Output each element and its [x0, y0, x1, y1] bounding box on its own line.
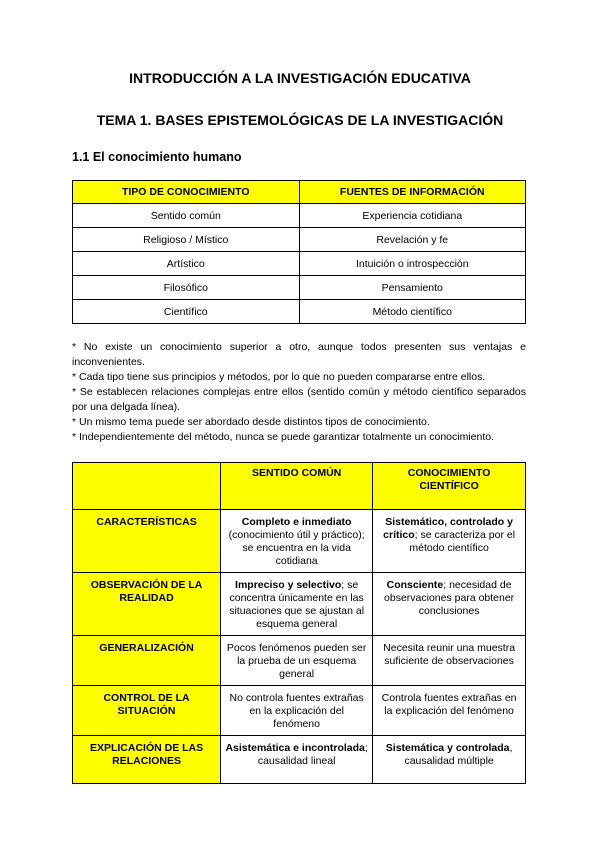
table-row [73, 228, 526, 252]
information-source-cell: Experiencia cotidiana [299, 204, 525, 228]
table-row [73, 300, 526, 324]
scientific-cell [373, 736, 526, 784]
row-label: EXPLICACIÓN DE LAS RELACIONES [73, 736, 221, 784]
table-row [73, 510, 526, 573]
cell-text: Pocos fenómenos pueden ser la prueba de un esquema general [226, 642, 367, 680]
common-sense-cell [221, 573, 373, 636]
note-item: * Cada tipo tiene sus principios y métodos, por lo que no pueden compararse entre ellos. [72, 371, 486, 383]
table-row [73, 736, 526, 784]
knowledge-type-cell: Religioso / Místico [73, 228, 300, 252]
note-item: * Independientemente del método, nunca se puede garantizar totalmente un conocimiento. [72, 431, 495, 443]
information-source-cell: Pensamiento [299, 276, 525, 300]
header-empty-cell [73, 463, 221, 510]
cell-text: ; causalidad lineal [257, 742, 368, 767]
knowledge-type-cell: Artístico [73, 252, 300, 276]
note-item: * Se establecen relaciones complejas entre ellos (sentido común y método científico separados por una delgada línea). [72, 386, 526, 413]
information-source-cell: Intuición o introspección [299, 252, 525, 276]
scientific-cell [373, 636, 526, 686]
header-common-sense: SENTIDO COMÚN [221, 463, 373, 510]
cell-emphasis: Impreciso y selectivo [235, 579, 342, 591]
cell-emphasis: Sistemática y controlada [385, 742, 510, 754]
header-knowledge-type: TIPO DE CONOCIMIENTO [73, 181, 300, 204]
section-heading: 1.1 El conocimiento humano [72, 150, 242, 164]
cell-emphasis: Completo e inmediato [241, 516, 352, 528]
row-label: GENERALIZACIÓN [73, 636, 221, 686]
cell-text: ; se caracteriza por el método científico [409, 529, 516, 554]
information-source-cell: Revelación y fe [299, 228, 525, 252]
table-header-row [73, 181, 526, 204]
table-row [73, 573, 526, 636]
cell-text: No controla fuentes extrañas en la explicación del fenómeno [229, 692, 364, 730]
scientific-cell [373, 573, 526, 636]
knowledge-type-cell: Sentido común [73, 204, 300, 228]
table-row [73, 636, 526, 686]
common-sense-cell [221, 736, 373, 784]
cell-text: Necesita reunir una muestra suficiente de observaciones [383, 642, 516, 667]
cell-emphasis: Sistemático, controlado y crítico [383, 516, 513, 541]
cell-text: ; se concentra únicamente en las situaciones que se ajustan al esquema general [229, 579, 365, 630]
note-item: * No existe un conocimiento superior a otro, aunque todos presenten sus ventajas e inconvenientes. [72, 341, 526, 368]
comparison-table [72, 462, 526, 784]
table-row [73, 276, 526, 300]
cell-text: Controla fuentes extrañas en la explicación del fenómeno [381, 692, 517, 717]
document-title: INTRODUCCIÓN A LA INVESTIGACIÓN EDUCATIVA [129, 70, 471, 86]
topic-title: TEMA 1. BASES EPISTEMOLÓGICAS DE LA INVESTIGACIÓN [96, 112, 504, 128]
common-sense-cell [221, 636, 373, 686]
cell-emphasis: Consciente [386, 579, 444, 591]
table-row [73, 252, 526, 276]
table-row [73, 686, 526, 736]
cell-text: , causalidad múltiple [404, 742, 513, 767]
cell-text: ; necesidad de observaciones para obtener conclusiones [384, 579, 515, 617]
information-source-cell: Método científico [299, 300, 525, 324]
row-label: CARACTERÍSTICAS [73, 510, 221, 573]
notes-block [72, 340, 526, 445]
note-item: * Un mismo tema puede ser abordado desde distintos tipos de conocimiento. [72, 416, 430, 428]
common-sense-cell [221, 686, 373, 736]
header-scientific-knowledge: CONOCIMIENTO CIENTÍFICO [373, 463, 526, 510]
cell-text: (conocimiento útil y práctico); se encuentra en la vida cotidiana [228, 529, 365, 567]
table-row [73, 204, 526, 228]
header-information-sources: FUENTES DE INFORMACIÓN [299, 181, 525, 204]
knowledge-type-cell: Científico [73, 300, 300, 324]
knowledge-type-cell: Filosófico [73, 276, 300, 300]
cell-emphasis: Asistemática e incontrolada [225, 742, 365, 754]
knowledge-types-table [72, 180, 526, 324]
row-label: CONTROL DE LA SITUACIÓN [73, 686, 221, 736]
scientific-cell [373, 686, 526, 736]
table-header-row [73, 463, 526, 510]
common-sense-cell [221, 510, 373, 573]
row-label: OBSERVACIÓN DE LA REALIDAD [73, 573, 221, 636]
scientific-cell [373, 510, 526, 573]
